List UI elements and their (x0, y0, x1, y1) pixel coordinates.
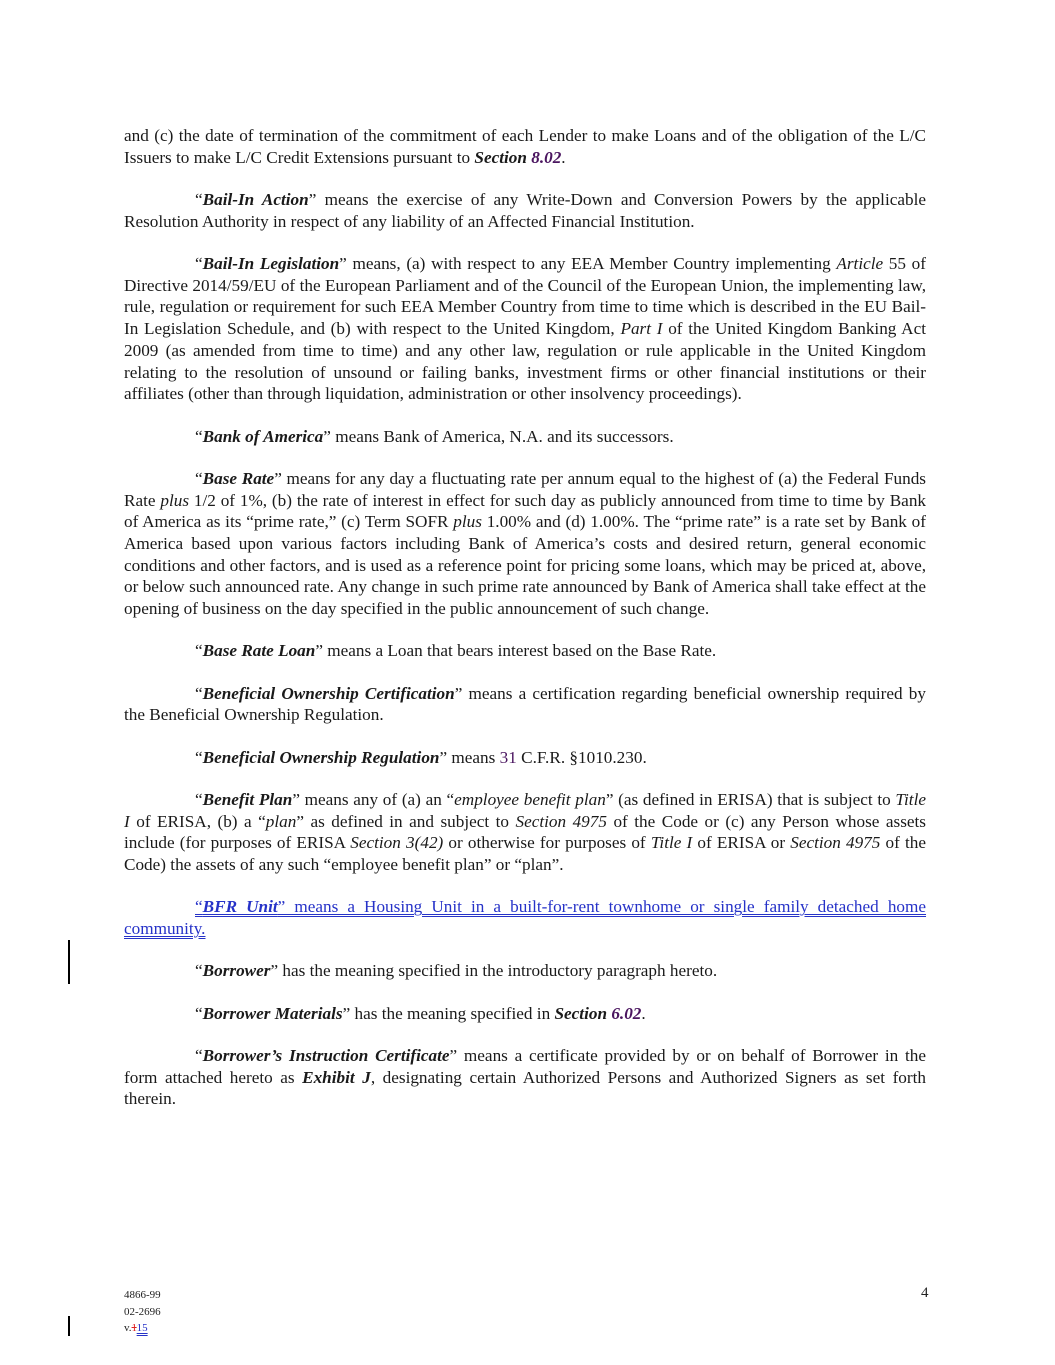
text-run: ” means a Housing Unit in a built-for-rent townhome or single family detached home community. (124, 897, 927, 939)
version-inserted: 15 (136, 1322, 148, 1334)
text-run: . (561, 147, 566, 167)
text-run: Section (554, 1003, 612, 1023)
text-run: 1.00% and (d) 1.00%. The “prime rate” is a rate set by Bank of America based upon various factors including Bank of America’s costs and desired return, general economic conditions and other factors, and is used as a reference point for pricing some loans, which may be priced at, above, or below such announced rate. Any change in such prime rate announced by Bank of America shall take effect at the opening of business on the day specified in the public announcement of such change. (124, 512, 926, 619)
definition-borrower (124, 960, 926, 982)
text-run: ” means (439, 747, 500, 767)
version-prefix: v. (124, 1322, 132, 1334)
defined-term: Bank of America (202, 426, 324, 446)
definition-bank-of-america (124, 426, 926, 448)
text-run: “ (195, 254, 203, 273)
text-run: plan (265, 811, 297, 831)
text-run: “ (195, 789, 203, 809)
text-run: Article (836, 254, 884, 273)
text-run: of ERISA or (692, 833, 791, 853)
defined-term: Bail-In Action (202, 190, 309, 209)
page-number: 4 (921, 1285, 929, 1301)
definition-termination-date-tail (124, 125, 926, 168)
defined-term: Base Rate Loan (202, 641, 316, 661)
definition-borrower-materials (124, 1003, 926, 1025)
defined-term: Bail-In Legislation (202, 254, 340, 273)
definition-borrowers-instruction-certificate (124, 1045, 926, 1110)
text-run: of the Code or (c) any Person whose assets include (for purposes of ERISA (124, 811, 926, 853)
text-run: “ (195, 961, 203, 981)
defined-term: Section (474, 147, 532, 167)
text-run: of the United Kingdom Banking Act 2009 (as amended from time to time) and any other law, regulation or rule applicable in the United Kingdom relating to the resolution of unsound or failing banks, investment firms or other financial institutions or their affiliates (other than through liquidation, administration or other insolvency proceedings). (124, 319, 926, 404)
definition-bfr-unit (124, 896, 926, 939)
text-run: “ (195, 641, 203, 661)
text-run: of the Code) the assets of any such “employee benefit plan” or “plan”. (124, 833, 927, 875)
document-body (124, 125, 926, 1131)
text-run: plus (160, 490, 190, 510)
document-id-footer (124, 1287, 161, 1337)
text-run: Exhibit J (302, 1067, 371, 1087)
defined-term: Borrower’s Instruction Certificate (202, 1045, 450, 1065)
definition-base-rate (124, 468, 926, 620)
doc-id-line-1: 4866-99 (124, 1289, 161, 1301)
text-run: ” means a Loan that bears interest based on the Base Rate. (315, 641, 717, 661)
text-run: and (c) the date of termination of the commitment of each Lender to make Loans and of the obligation of the L/C Issuers to make L/C Credit Extensions pursuant to (124, 126, 926, 167)
text-run: ” (as defined in ERISA) that is subject to (605, 789, 896, 809)
text-run: ” means a certificate provided by or on behalf of Borrower in the form attached hereto as (124, 1045, 926, 1087)
text-run: Title I (650, 833, 693, 853)
change-bar-bfr-unit (68, 940, 70, 984)
cross-reference-link[interactable]: 31 (499, 747, 517, 767)
version-line (124, 1320, 161, 1337)
text-run: or otherwise for purposes of (443, 833, 651, 853)
text-run: . (641, 1003, 646, 1023)
text-run: Title I (124, 789, 926, 831)
text-run: “ (195, 190, 203, 209)
text-run: “ (195, 468, 203, 488)
text-run: ” means, (a) with respect to any EEA Member Country implementing (339, 254, 837, 273)
text-run: ” means for any day a fluctuating rate per annum equal to the highest of (a) the Federal Funds Rate (124, 468, 926, 510)
defined-term: Beneficial Ownership Regulation (202, 747, 440, 767)
text-run: “ (195, 1045, 203, 1065)
change-bar-footer-version (68, 1316, 70, 1336)
definition-benefit-plan (124, 789, 926, 876)
defined-term: Base Rate (202, 468, 275, 488)
definition-base-rate-loan (124, 640, 926, 662)
cross-reference-link[interactable]: 6.02 (611, 1003, 642, 1023)
text-run: ” has the meaning specified in (342, 1003, 555, 1023)
definition-beneficial-ownership-certification (124, 683, 926, 726)
definition-bail-in-action (124, 189, 926, 232)
text-run: employee benefit plan (454, 789, 606, 809)
text-run: “ (195, 683, 203, 703)
text-run: ” means the exercise of any Write-Down and Conversion Powers by the applicable Resolution Authority in respect of any liability of an Affected Financial Institution. (124, 190, 926, 231)
text-run: ” means any of (a) an “ (292, 789, 455, 809)
doc-id-line-2: 02-2696 (124, 1305, 161, 1318)
text-run: ” means Bank of America, N.A. and its successors. (323, 426, 674, 446)
text-run: “ (195, 426, 203, 446)
definition-beneficial-ownership-regulation (124, 747, 926, 769)
text-run: “ (195, 747, 203, 767)
text-run: ” as defined in and subject to (296, 811, 516, 831)
defined-term: Benefit Plan (202, 789, 293, 809)
text-run: plus (453, 512, 482, 532)
defined-term: BFR Unit (202, 897, 278, 917)
text-run: 55 of Directive 2014/59/EU of the European Parliament and of the Council of the European Union, the implementing law, rule, regulation or requirement for such EEA Member Country from time to time which is described in the EU Bail-In Legislation Schedule, and (b) with respect to the United Kingdom, (124, 254, 926, 339)
text-run: , designating certain Authorized Persons and Authorized Signers as set forth therein. (124, 1067, 926, 1109)
cross-reference-link[interactable]: 8.02 (531, 147, 562, 167)
text-run: of ERISA, (b) a “ (129, 811, 266, 831)
version-deleted: 1 (131, 1322, 137, 1334)
defined-term: Beneficial Ownership Certification (202, 683, 455, 703)
defined-term: Borrower (202, 961, 271, 981)
text-run: 1/2 of 1%, (b) the rate of interest in effect for such day as publicly announced from time to time by Bank of America as its “prime rate,” (c) Term SOFR (124, 490, 927, 532)
text-run: “ (195, 897, 203, 917)
text-run: ” has the meaning specified in the introductory paragraph hereto. (270, 961, 718, 981)
text-run: Section 4975 (515, 811, 607, 831)
defined-term: Borrower Materials (202, 1003, 343, 1023)
text-run: C.F.R. §1010.230. (516, 747, 647, 767)
text-run: Part I (620, 319, 663, 339)
text-run: ” means a certification regarding beneficial ownership required by the Beneficial Ownership Regulation. (124, 683, 926, 725)
text-run: Section 4975 (790, 833, 881, 853)
text-run: “ (195, 1003, 203, 1023)
text-run: Section 3(42) (350, 833, 444, 853)
definition-bail-in-legislation (124, 253, 926, 405)
